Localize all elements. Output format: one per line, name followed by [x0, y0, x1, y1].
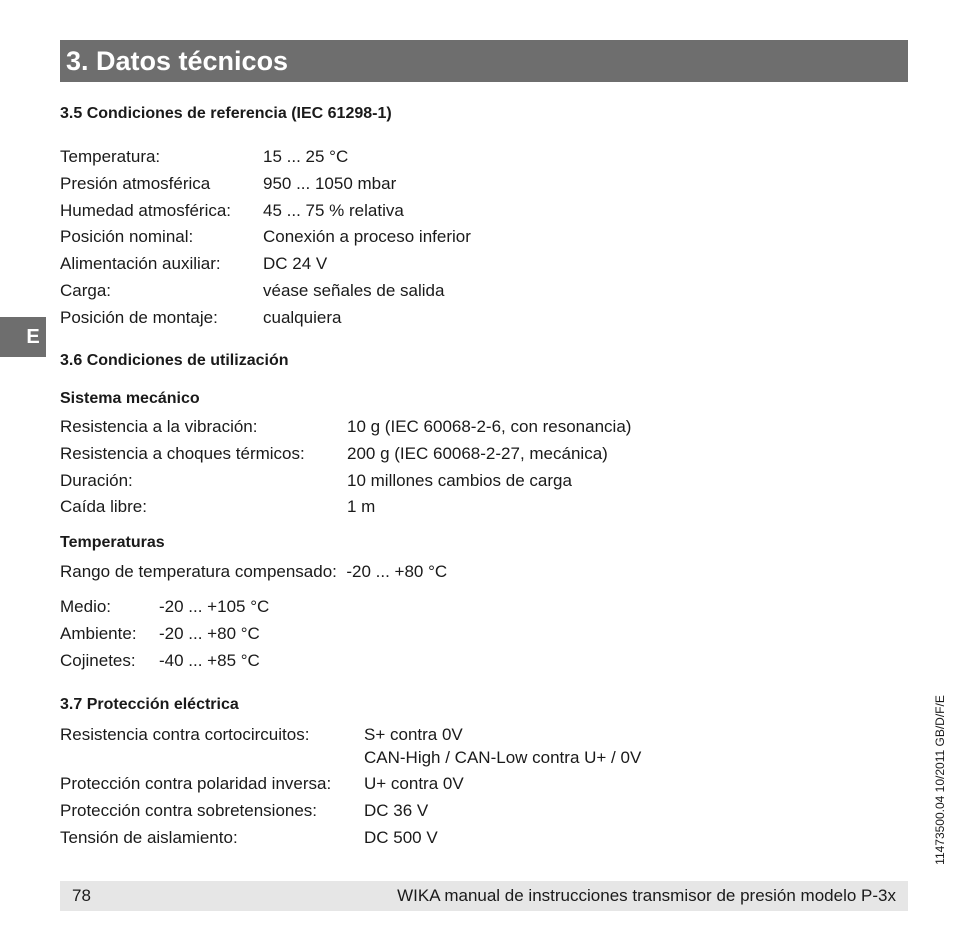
- table-row: [60, 494, 631, 521]
- section-3-6-title: 3.6 Condiciones de utilización: [60, 352, 289, 369]
- row-value: DC 36 V: [364, 800, 429, 820]
- table-row: [60, 224, 471, 251]
- row-value: véase señales de salida: [263, 280, 445, 300]
- table-row: [60, 305, 471, 332]
- row-value: -40 ... +85 °C: [159, 650, 260, 670]
- table-row: [60, 171, 471, 198]
- row-label: Temperatura:: [60, 147, 161, 166]
- row-value: cualquiera: [263, 307, 342, 327]
- row-label: Protección contra polaridad inversa:: [60, 774, 332, 793]
- row-value: DC 500 V: [364, 827, 438, 847]
- row-value: -20 ... +80 °C: [346, 562, 448, 581]
- table-row: [60, 198, 471, 225]
- reference-conditions-list: [60, 144, 471, 332]
- row-label: Alimentación auxiliar:: [60, 254, 221, 274]
- row-value: S+ contra 0V: [364, 725, 463, 744]
- row-label: Resistencia contra cortocircuitos:: [60, 725, 310, 744]
- table-row: [60, 441, 631, 468]
- row-label: Ambiente:: [60, 623, 137, 643]
- chapter-header: [60, 40, 908, 82]
- row-value: 10 g (IEC 60068-2-6, con resonancia): [347, 417, 632, 436]
- table-row: [60, 648, 269, 675]
- table-row: [60, 771, 464, 798]
- row-label: Resistencia a choques térmicos:: [60, 443, 305, 463]
- temperatures-subtitle: Temperaturas: [60, 534, 165, 551]
- table-row: [60, 621, 269, 648]
- row-label: Carga:: [60, 280, 112, 300]
- short-circuit-row: [60, 723, 641, 769]
- row-value-group: [364, 723, 641, 769]
- row-value: -20 ... +105 °C: [159, 597, 270, 616]
- language-tab: E: [0, 317, 46, 357]
- row-value: -20 ... +80 °C: [159, 623, 260, 643]
- table-row: [60, 414, 631, 441]
- page-number: 78: [72, 886, 91, 905]
- table-row: [60, 594, 269, 621]
- table-row: [60, 278, 471, 305]
- page-footer: [60, 881, 908, 911]
- row-value: 200 g (IEC 60068-2-27, mecánica): [347, 443, 608, 463]
- row-value: 45 ... 75 % relativa: [263, 200, 404, 220]
- row-label: Protección contra sobretensiones:: [60, 800, 318, 820]
- table-row: [60, 251, 471, 278]
- chapter-title: 3. Datos técnicos: [66, 46, 289, 76]
- row-value: 1 m: [347, 497, 376, 517]
- section-3-5-title: 3.5 Condiciones de referencia (IEC 61298-1): [60, 105, 392, 122]
- mechanical-subtitle: Sistema mecánico: [60, 390, 200, 407]
- table-row: [60, 798, 464, 825]
- row-value: 950 ... 1050 mbar: [263, 173, 397, 193]
- section-3-7-title: 3.7 Protección eléctrica: [60, 696, 239, 713]
- row-label: Resistencia a la vibración:: [60, 417, 258, 436]
- row-label: Presión atmosférica: [60, 173, 211, 193]
- compensated-range-row: [60, 562, 447, 582]
- table-row: [60, 825, 464, 852]
- row-label: Posición de montaje:: [60, 307, 218, 327]
- row-label: Duración:: [60, 470, 133, 490]
- row-label: Posición nominal:: [60, 227, 194, 247]
- electrical-protection-list: [60, 771, 464, 851]
- row-label: Rango de temperatura compensado:: [60, 562, 337, 581]
- row-label: Medio:: [60, 597, 112, 616]
- table-row: [60, 468, 631, 495]
- row-label: Humedad atmosférica:: [60, 200, 232, 220]
- footer-text: WIKA manual de instrucciones transmisor de presión modelo P-3x: [397, 886, 896, 905]
- table-row: [60, 144, 471, 171]
- row-value: 15 ... 25 °C: [263, 147, 349, 166]
- row-value: CAN-High / CAN-Low contra U+ / 0V: [364, 748, 642, 767]
- temperatures-list: [60, 594, 269, 674]
- row-value: U+ contra 0V: [364, 774, 464, 793]
- row-value: 10 millones cambios de carga: [347, 470, 572, 490]
- row-value: DC 24 V: [263, 254, 328, 274]
- row-label: Cojinetes:: [60, 650, 136, 670]
- mechanical-list: [60, 414, 631, 521]
- row-label: Caída libre:: [60, 497, 147, 517]
- document-code: 11473500.04 10/2011 GB/D/F/E: [933, 695, 947, 865]
- row-label: Tensión de aislamiento:: [60, 827, 238, 847]
- row-value: Conexión a proceso inferior: [263, 227, 471, 247]
